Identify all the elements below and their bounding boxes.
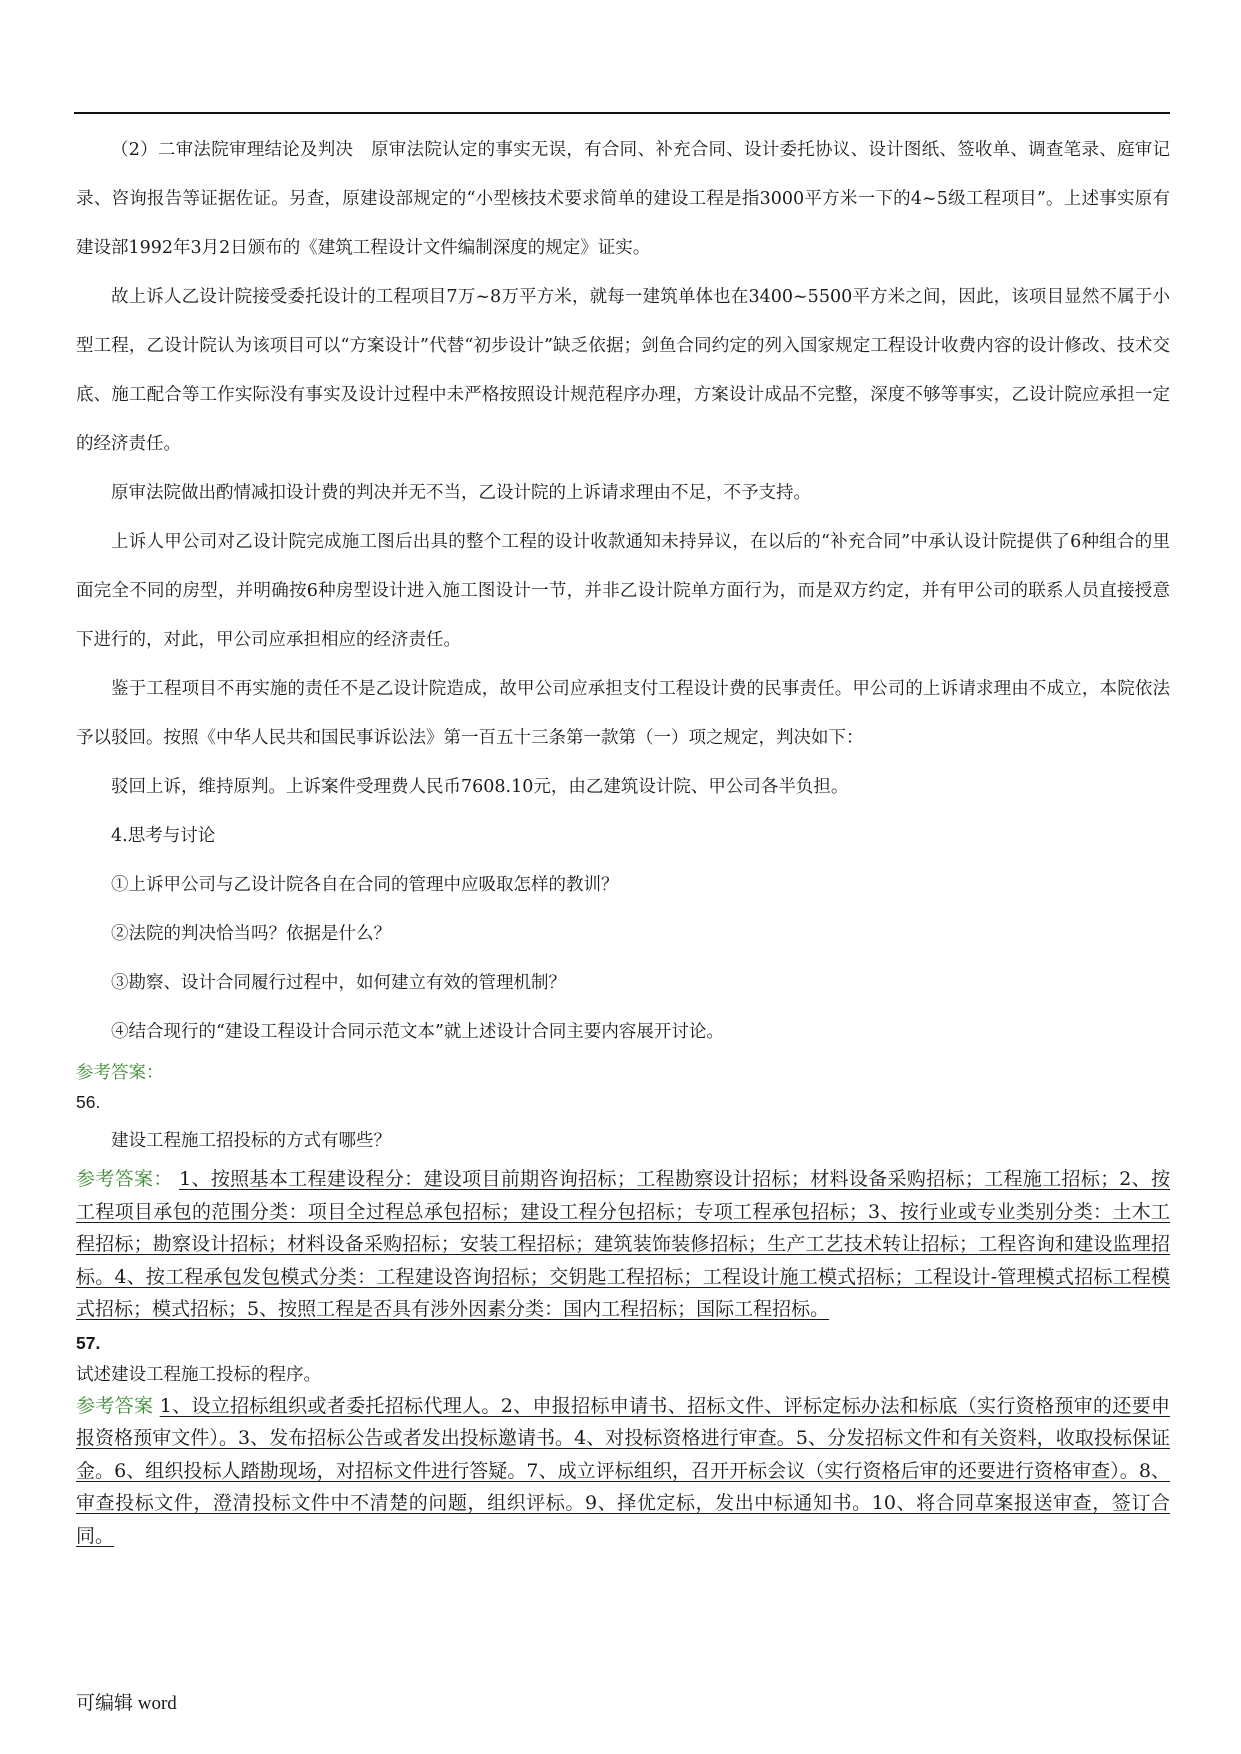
answer-57-label: 参考答案 xyxy=(76,1394,154,1417)
footer-note: 可编辑 word xyxy=(76,1693,177,1714)
question-number-57: 57. xyxy=(76,1332,101,1353)
answer-56-text: 1、按照基本工程建设程分：建设项目前期咨询招标；工程勘察设计招标；材料设备采购招标；工程施工招标；2、按工程项目承包的范围分类：项目全过程总承包招标；建设工程分包招标；专项工程承包招标；3、按行业或专业类别分类：土木工程招标；勘察设计招标；材料设备采购招标；安装工程招标；建筑装饰装修招标；生产工艺技术转让招标；工程咨询和建设监理招标。4、按工程承包发包模式分类：工程建设咨询招标；交钥匙工程招标；工程设计施工模式招标；工程设计-管理模式招标工程模式招标；模式招标；5、按照工程是否具有涉外因素分类：国内工程招标；国际工程招标。 xyxy=(76,1168,1170,1320)
question-56-text: 建设工程施工招投标的方式有哪些？ xyxy=(111,1131,391,1151)
discussion-item: ①上诉甲公司与乙设计院各自在合同的管理中应吸取怎样的教训？ xyxy=(111,875,619,895)
paragraph-company-responsibility: 上诉人甲公司对乙设计院完成施工图后出具的整个工程的设计收款通知未持异议，在以后的“补充合同”中承认设计院提供了6种组合的里面完全不同的房型，并明确按6种房型设计进入施工图设计一节，并非乙设计院单方面行为，而是双方约定，并有甲公司的联系人员直接授意下进行的，对此，甲公司应承担相应的经济责任。 xyxy=(76,532,1170,650)
answer-57-text: 1、设立招标组织或者委托招标代理人。2、申报招标申请书、招标文件、评标定标办法和标底（实行资格预审的还要申报资格预审文件）。3、发布招标公告或者发出投标邀请书。4、对投标资格进行审查。5、分发招标文件和有关资料，收取投标保证金。6、组织投标人踏勘现场，对招标文件进行答疑。7、成立评标组织，召开开标会议（实行资格后审的还要进行资格审查）。8、审查投标文件，澄清投标文件中不清楚的问题，组织评标。9、择优定标，发出中标通知书。10、将合同草案报送审查，签订合同。 xyxy=(76,1394,1170,1547)
question-57-text: 试述建设工程施工投标的程序。 xyxy=(76,1364,321,1385)
header-rule xyxy=(74,112,1170,114)
discussion-item: ③勘察、设计合同履行过程中，如何建立有效的管理机制？ xyxy=(111,973,566,993)
paragraph-judgment-basis: 鉴于工程项目不再实施的责任不是乙设计院造成，故甲公司应承担支付工程设计费的民事责任。甲公司的上诉请求理由不成立，本院依法予以驳回。按照《中华人民共和国民事诉讼法》第一百五十三条第一款第（一）项之规定，判决如下： xyxy=(76,679,1170,748)
document-body xyxy=(76,126,1170,1552)
paragraph-court-ruling: （2）二审法院审理结论及判决 原审法院认定的事实无误，有合同、补充合同、设计委托协议、设计图纸、签收单、调查笔录、庭审记录、咨询报告等证据佐证。另查，原建设部规定的“小型核技术要求简单的建设工程是指3000平方米一下的4~5级工程项目”。上述事实原有建设部1992年3月2日颁布的《建筑工程设计文件编制深度的规定》证实。 xyxy=(76,140,1170,258)
answer-57 xyxy=(76,1390,1170,1553)
paragraph-project-scale: 故上诉人乙设计院接受委托设计的工程项目7万~8万平方米，就每一建筑单体也在3400~5500平方米之间，因此，该项目显然不属于小型工程，乙设计院认为该项目可以“方案设计”代替“初步设计”缺乏依据；剑鱼合同约定的列入国家规定工程设计收费内容的设计修改、技术交底、施工配合等工作实际没有事实及设计过程中未严格按照设计规范程序办理，方案设计成品不完整，深度不够等事实，乙设计院应承担一定的经济责任。 xyxy=(76,287,1170,454)
paragraph-fee-reduction: 原审法院做出酌情减扣设计费的判决并无不当，乙设计院的上诉请求理由不足，不予支持。 xyxy=(111,483,811,503)
answer-56 xyxy=(76,1163,1170,1326)
discussion-heading: 4.思考与讨论 xyxy=(111,826,216,846)
paragraph-verdict: 驳回上诉，维持原判。上诉案件受理费人民币7608.10元，由乙建筑设计院、甲公司各半负担。 xyxy=(111,777,849,797)
discussion-item: ②法院的判决恰当吗？依据是什么？ xyxy=(111,924,391,944)
question-number-56: 56. xyxy=(76,1092,101,1112)
answer-56-label: 参考答案： xyxy=(76,1168,173,1190)
discussion-item: ④结合现行的“建设工程设计合同示范文本”就上述设计合同主要内容展开讨论。 xyxy=(111,1022,724,1042)
reference-answer-label: 参考答案： xyxy=(76,1062,164,1082)
